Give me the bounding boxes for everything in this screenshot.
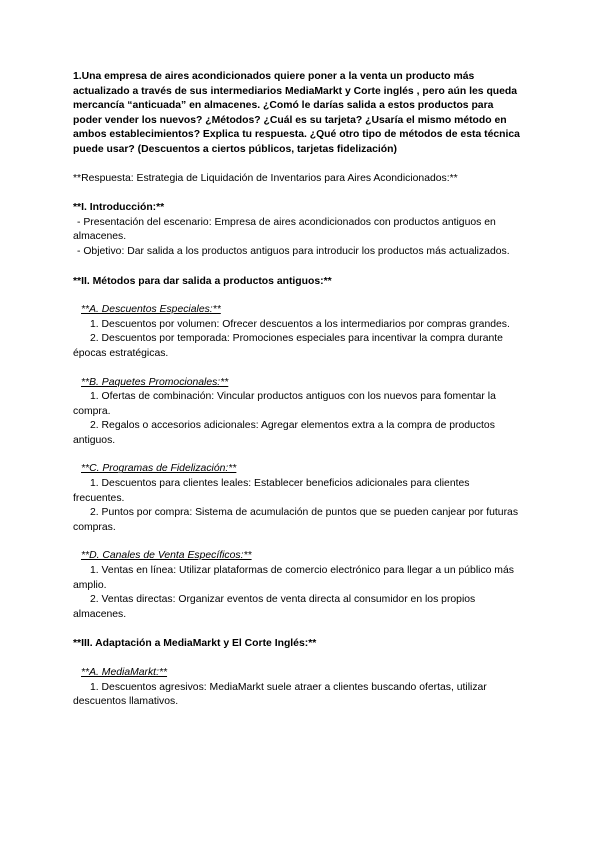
subsection-mediamarkt-heading [73, 666, 520, 681]
subsection-b-label: **B. Paquetes Promocionales:** [81, 376, 229, 388]
list-item: 1. Descuentos por volumen: Ofrecer descuentos a los intermediarios por compras grandes. [90, 318, 510, 330]
subsection-c-label: **C. Programas de Fidelización:** [81, 463, 237, 475]
list-item: 1. Ofertas de combinación: Vincular productos antiguos con los nuevos para fomentar la compra. [73, 391, 496, 417]
list-item: 2. Regalos o accesorios adicionales: Agregar elementos extra a la compra de productos antiguos. [73, 420, 495, 446]
intro-line-scenario: - Presentación del escenario: Empresa de aires acondicionados con productos antiguos en almacenes. [73, 216, 496, 243]
subsection-a-label: **A. Descuentos Especiales:** [81, 304, 221, 316]
intro-line-objective: - Objetivo: Dar salida a los productos antiguos para introducir los productos más actualizados. [77, 245, 510, 257]
question-paragraph: 1.Una empresa de aires acondicionados quiere poner a la venta un producto más actualizado a través de sus intermediarios MediaMarkt y Corte inglés , pero aún les queda mercancía “anticuada” en almacenes. ¿Comó le darías salida a estos productos para poder vender los nuevos? ¿Métodos? ¿Cuál es su tarjeta? ¿Usaría el mismo método en ambos establecimientos? Explica tu respuesta. ¿Qué otro tipo de métodos de esta técnica puede usar? (Descuentos a ciertos públicos, tarjetas fidelización) [73, 71, 520, 155]
section-1-heading: **I. Introducción:** [73, 202, 165, 214]
subsection-mediamarkt-label: **A. MediaMarkt:** [81, 667, 168, 678]
list-item: 1. Descuentos agresivos: MediaMarkt suele atraer a clientes buscando ofertas, utilizar descuentos llamativos. [73, 681, 487, 708]
list-item: 2. Descuentos por temporada: Promociones especiales para incentivar la compra durante épocas estratégicas. [73, 333, 503, 359]
section-3-heading: **III. Adaptación a MediaMarkt y El Corte Inglés:** [73, 638, 317, 650]
subsection-b-heading [73, 376, 520, 391]
list-item: 1. Ventas en línea: Utilizar plataformas de comercio electrónico para llegar a un público más amplio. [73, 565, 514, 591]
answer-title: **Respuesta: Estrategia de Liquidación de Inventarios para Aires Acondicionados:** [73, 172, 458, 184]
subsection-a-heading [73, 303, 520, 318]
section-2-heading: **II. Métodos para dar salida a productos antiguos:** [73, 275, 332, 287]
list-item: 2. Ventas directas: Organizar eventos de venta directa al consumidor en los propios almacenes. [73, 594, 476, 620]
list-item: 2. Puntos por compra: Sistema de acumulación de puntos que se pueden canjear por futuras compras. [73, 507, 519, 533]
subsection-d-label: **D. Canales de Venta Específicos:** [81, 550, 252, 562]
subsection-c-heading [73, 462, 520, 477]
list-item: 1. Descuentos para clientes leales: Establecer beneficios adicionales para clientes frecuentes. [73, 478, 470, 504]
subsection-d-heading [73, 549, 520, 564]
